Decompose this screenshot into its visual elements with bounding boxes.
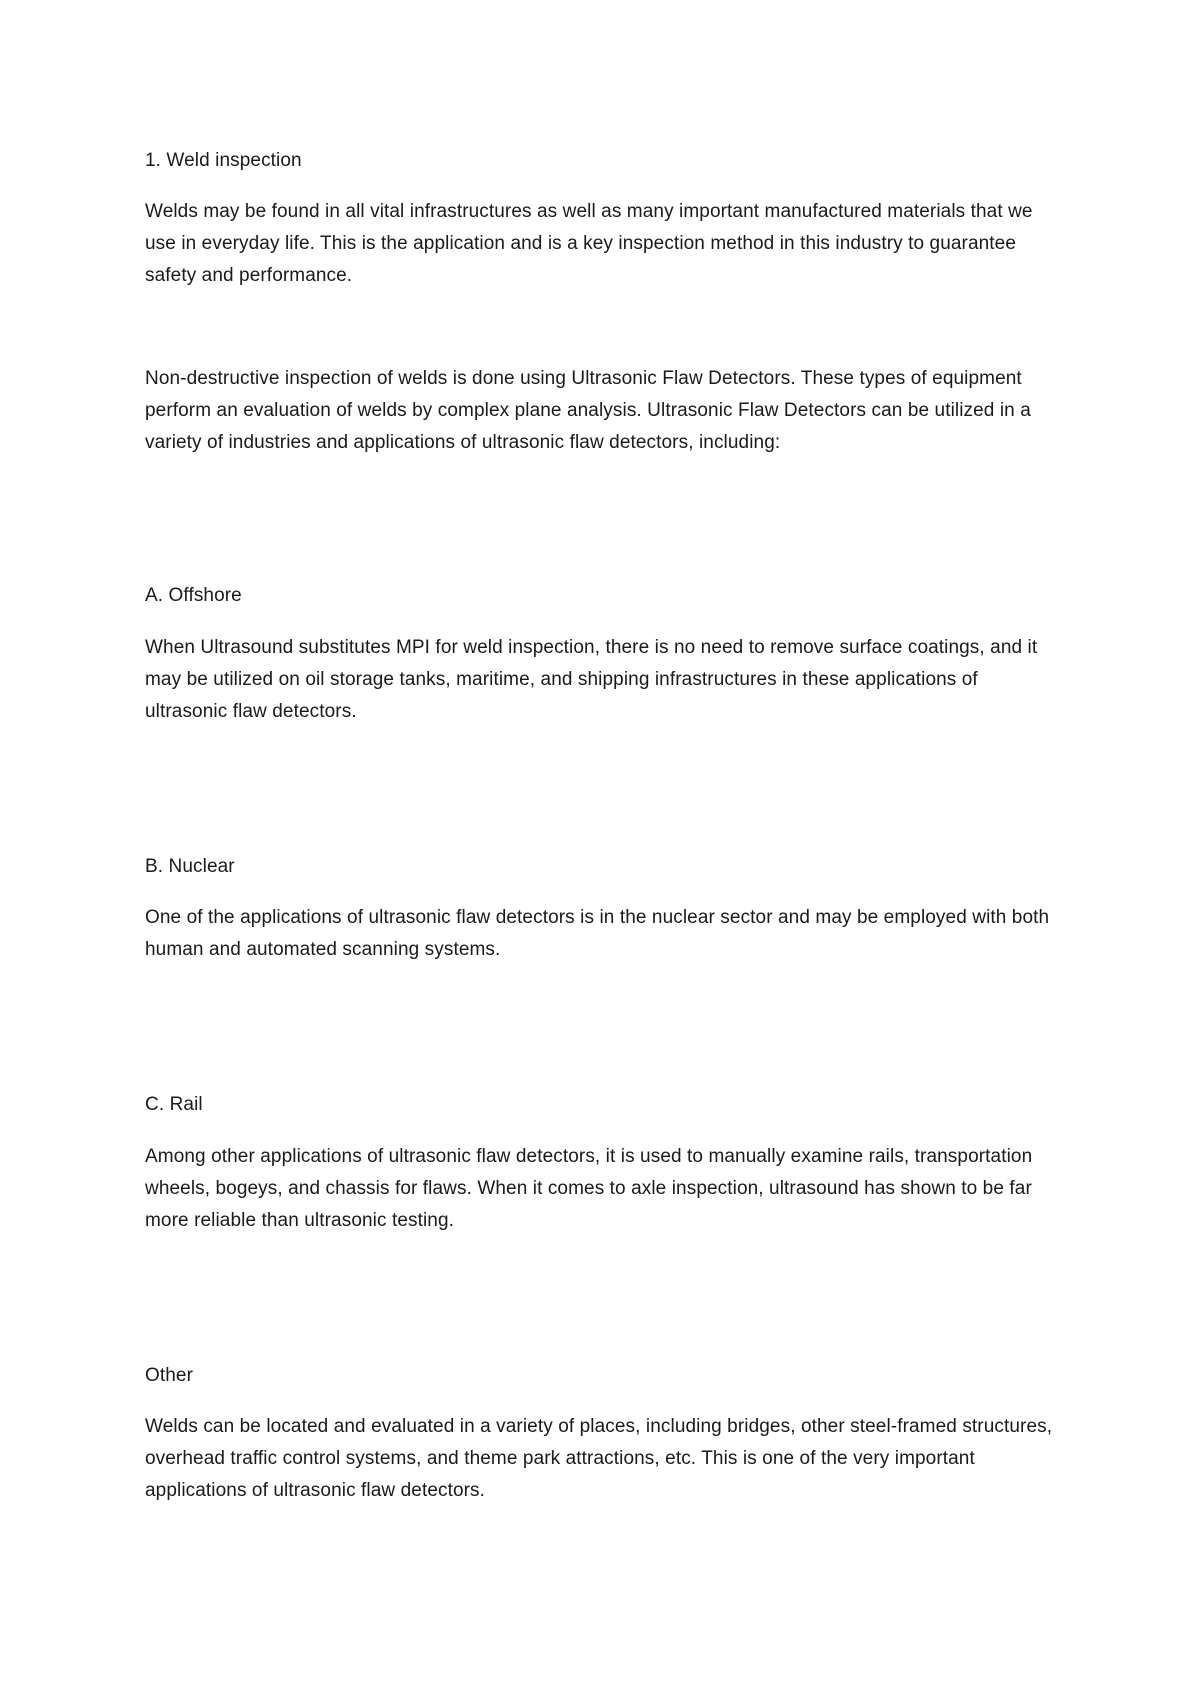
paragraph bbox=[145, 196, 1065, 292]
section-heading: C. Rail bbox=[145, 1094, 203, 1115]
paragraph-text: When Ultrasound substitutes MPI for weld inspection, there is no need to remove surface coatings, and it may be utilized on oil storage tanks, maritime, and shipping infrastructures in these applications of ultrasonic flaw detectors. bbox=[145, 637, 1038, 722]
paragraph-text: Non-destructive inspection of welds is done using Ultrasonic Flaw Detectors. These types of equipment perform an evaluation of welds by complex plane analysis. Ultrasonic Flaw Detectors can be utilized in a variety of industries and applications of ultrasonic flaw detectors, including: bbox=[145, 368, 1031, 453]
paragraph-text: One of the applications of ultrasonic flaw detectors is in the nuclear sector and may be employed with both human and automated scanning systems. bbox=[145, 907, 1050, 960]
section-weld-inspection bbox=[145, 145, 1065, 177]
section-other bbox=[145, 1360, 1065, 1392]
section-nuclear bbox=[145, 851, 1065, 883]
paragraph bbox=[145, 1141, 1065, 1237]
paragraph bbox=[145, 632, 1065, 728]
paragraph-text: Welds can be located and evaluated in a variety of places, including bridges, other steel-framed structures, overhead traffic control systems, and theme park attractions, etc. This is one of the very important applications of ultrasonic flaw detectors. bbox=[145, 1416, 1053, 1501]
paragraph bbox=[145, 363, 1065, 459]
paragraph-text: Among other applications of ultrasonic flaw detectors, it is used to manually examine rails, transportation wheels, bogeys, and chassis for flaws. When it comes to axle inspection, ultrasound has shown to be far more reliable than ultrasonic testing. bbox=[145, 1146, 1033, 1231]
section-offshore bbox=[145, 580, 1065, 612]
paragraph-text: Welds may be found in all vital infrastructures as well as many important manufactured materials that we use in everyday life. This is the application and is a key inspection method in this industry to guarantee safety and performance. bbox=[145, 201, 1033, 286]
paragraph bbox=[145, 902, 1065, 966]
section-rail bbox=[145, 1089, 1065, 1121]
paragraph bbox=[145, 1411, 1065, 1507]
section-heading: B. Nuclear bbox=[145, 856, 235, 877]
section-heading: 1. Weld inspection bbox=[145, 150, 302, 171]
section-heading: Other bbox=[145, 1365, 194, 1386]
section-heading: A. Offshore bbox=[145, 585, 242, 606]
